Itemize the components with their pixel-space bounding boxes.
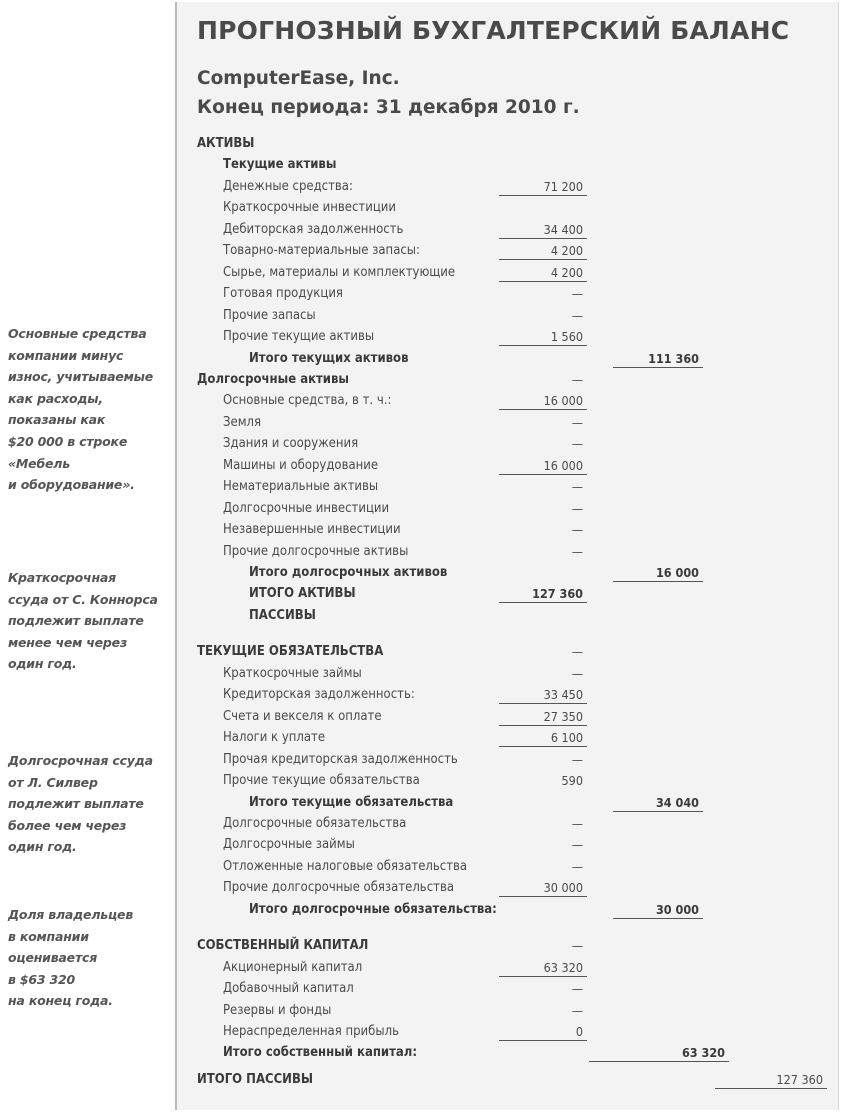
- table-row: [177, 263, 837, 285]
- row-label: Прочие текущие обязательства: [223, 773, 420, 789]
- row-label: Налоги к уплате: [223, 730, 326, 746]
- row-value-v1: —: [571, 522, 583, 538]
- table-row: [177, 177, 837, 199]
- table-row: [177, 728, 837, 750]
- row-value-v1: 4 200: [499, 265, 587, 282]
- table-row: [177, 499, 837, 521]
- table-row: [177, 835, 837, 857]
- row-value-v1: 34 400: [499, 222, 587, 239]
- row-value-v1: —: [571, 938, 583, 954]
- row-value-v2: 30 000: [613, 902, 703, 919]
- table-row: [177, 306, 837, 328]
- table-row: [177, 685, 837, 707]
- row-label: Итого долгосрочные обязательства:: [249, 901, 497, 917]
- row-label: Земля: [223, 414, 262, 430]
- row-value-v1: —: [571, 436, 583, 452]
- table-row: [177, 606, 837, 628]
- row-value-v1: 30 000: [499, 880, 587, 897]
- row-value-v1: 127 360: [499, 586, 587, 603]
- table-row: [177, 391, 837, 413]
- table-row: [177, 1022, 837, 1044]
- row-value-v1: 1 560: [499, 329, 587, 346]
- table-row: [177, 642, 837, 664]
- table-row: [177, 793, 837, 815]
- row-label: Сырье, материалы и комплектующие: [223, 264, 456, 280]
- row-value-v1: 0: [499, 1024, 587, 1041]
- row-value-v1: —: [571, 286, 583, 302]
- row-value-v1: 16 000: [499, 458, 587, 475]
- row-label: ИТОГО ПАССИВЫ: [197, 1071, 313, 1087]
- row-label: Добавочный капитал: [223, 981, 354, 997]
- table-row: [177, 958, 837, 980]
- row-label: Итого текущие обязательства: [249, 794, 454, 810]
- row-value-v1: [499, 565, 587, 582]
- row-label: Акционерный капитал: [223, 959, 363, 975]
- row-label: Денежные средства:: [223, 178, 353, 194]
- row-label: Долгосрочные активы: [197, 371, 349, 387]
- document-title: ПРОГНОЗНЫЙ БУХГАЛТЕРСКИЙ БАЛАНС: [197, 16, 790, 45]
- row-value-v1: [499, 1072, 587, 1089]
- row-label: Прочие запасы: [223, 307, 316, 323]
- row-value-v1: [499, 351, 587, 368]
- table-row: [177, 198, 837, 220]
- table-row: [177, 878, 837, 900]
- row-label: АКТИВЫ: [197, 136, 255, 151]
- table-row: [177, 750, 837, 772]
- row-label: Итого собственный капитал:: [223, 1045, 418, 1061]
- table-row: [177, 707, 837, 729]
- table-row: [177, 327, 837, 349]
- row-value-v1: 33 450: [499, 687, 587, 704]
- row-value-v4: 127 360: [715, 1072, 827, 1089]
- row-label: Прочая кредиторская задолженность: [223, 751, 458, 767]
- table-row: [177, 1001, 837, 1023]
- row-label: Долгосрочные обязательства: [223, 815, 407, 831]
- row-label: Краткосрочные инвестиции: [223, 200, 396, 216]
- table-row: [177, 936, 837, 958]
- row-label: Машины и оборудование: [223, 457, 379, 473]
- table-row: [177, 771, 837, 793]
- row-label: Готовая продукция: [223, 286, 343, 302]
- row-value-v1: 63 320: [499, 960, 587, 977]
- row-value-v1: 6 100: [499, 730, 587, 747]
- row-label: СОБСТВЕННЫЙ КАПИТАЛ: [197, 938, 369, 954]
- table-row: [177, 814, 837, 836]
- table-row: [177, 434, 837, 456]
- company-name: ComputerEase, Inc.: [197, 68, 400, 89]
- row-value-v1: 27 350: [499, 709, 587, 726]
- row-value-v1: —: [571, 500, 583, 516]
- row-label: Итого долгосрочных активов: [249, 565, 448, 580]
- row-value-v1: —: [571, 665, 583, 681]
- row-label: Счета и векселя к оплате: [223, 708, 382, 724]
- row-value-v1: 16 000: [499, 393, 587, 410]
- period-label: Конец периода: 31 декабря 2010 г.: [197, 97, 580, 118]
- row-label: Долгосрочные займы: [223, 837, 355, 853]
- row-value-v1: —: [571, 543, 583, 559]
- row-value-v1: [499, 1045, 587, 1062]
- row-value-v1: —: [571, 751, 583, 767]
- balance-sheet-page: [175, 2, 839, 1110]
- table-row: [177, 220, 837, 242]
- row-label: Дебиторская задолженность: [223, 221, 404, 237]
- table-row: [177, 563, 837, 585]
- table-row: [177, 349, 837, 371]
- row-label: Итого текущих активов: [249, 350, 409, 366]
- row-value-v1: [499, 608, 587, 625]
- row-value-v2: 16 000: [613, 565, 703, 582]
- row-value-v1: —: [571, 1002, 583, 1018]
- table-row: [177, 134, 837, 156]
- row-value-v1: —: [571, 644, 583, 660]
- annotation-owners-equity: Доля владельцев в компании оценивается в $63 320 на конец года.: [8, 907, 134, 1009]
- row-value-v1: —: [571, 837, 583, 853]
- row-value-v2: 34 040: [613, 795, 703, 812]
- table-row: [177, 370, 837, 392]
- row-value-v3: 63 320: [589, 1045, 729, 1062]
- row-value-v2: 111 360: [613, 351, 703, 368]
- row-value-v1: —: [571, 479, 583, 495]
- table-row: [177, 413, 837, 435]
- table-row: [177, 979, 837, 1001]
- row-value-v1: —: [571, 371, 583, 387]
- row-value-v1: —: [571, 414, 583, 430]
- annotation-fixed-assets: Основные средства компании минус износ, учитываемые как расходы, показаны как $20 000 в строке «Мебель и оборудование».: [8, 326, 154, 493]
- table-row: [177, 477, 837, 499]
- row-label: Отложенные налоговые обязательства: [223, 858, 468, 874]
- row-value-v1: [499, 200, 587, 217]
- table-row: [177, 284, 837, 306]
- row-label: Текущие активы: [223, 157, 337, 173]
- row-label: Прочие долгосрочные активы: [223, 543, 409, 559]
- annotation-short-term-loan: Краткосрочная ссуда от С. Коннорса подлежит выплате менее чем через один год.: [8, 570, 158, 672]
- row-value-v1: [499, 157, 587, 174]
- row-value-v1: —: [571, 815, 583, 831]
- row-value-v1: —: [571, 858, 583, 874]
- table-row: [177, 456, 837, 478]
- row-label: ТЕКУЩИЕ ОБЯЗАТЕЛЬСТВА: [197, 644, 384, 660]
- table-row: [177, 1070, 837, 1092]
- table-row: [177, 542, 837, 564]
- table-row: [177, 155, 837, 177]
- table-row: [177, 1043, 837, 1065]
- table-row: [177, 584, 837, 606]
- row-value-v1: —: [571, 307, 583, 323]
- row-value-v1: 590: [561, 773, 583, 789]
- table-row: [177, 241, 837, 263]
- row-value-v1: [499, 902, 587, 919]
- row-label: ИТОГО АКТИВЫ: [249, 586, 356, 602]
- row-label: Незавершенные инвестиции: [223, 522, 401, 538]
- row-value-v1: [499, 795, 587, 812]
- row-label: Краткосрочные займы: [223, 665, 362, 681]
- row-value-v1: 71 200: [499, 179, 587, 196]
- row-label: Кредиторская задолженность:: [223, 687, 415, 703]
- row-label: ПАССИВЫ: [249, 607, 316, 623]
- table-row: [177, 664, 837, 686]
- table-row: [177, 857, 837, 879]
- row-label: Прочие долгосрочные обязательства: [223, 880, 455, 896]
- row-value-v1: [499, 136, 587, 153]
- row-label: Товарно-материальные запасы:: [223, 243, 420, 259]
- row-label: Резервы и фонды: [223, 1002, 332, 1018]
- row-label: Здания и сооружения: [223, 436, 359, 452]
- row-label: Нематериальные активы: [223, 479, 379, 495]
- annotation-sidebar: [0, 0, 170, 1112]
- table-row: [177, 520, 837, 542]
- row-label: Долгосрочные инвестиции: [223, 500, 390, 516]
- row-label: Нераспределенная прибыль: [223, 1024, 399, 1039]
- row-label: Основные средства, в т. ч.:: [223, 393, 392, 409]
- annotation-long-term-loan: Долгосрочная ссуда от Л. Силвер подлежит выплате более чем через один год.: [8, 753, 153, 855]
- row-value-v1: —: [571, 981, 583, 997]
- row-label: Прочие текущие активы: [223, 329, 375, 345]
- table-row: [177, 900, 837, 922]
- row-value-v1: 4 200: [499, 243, 587, 260]
